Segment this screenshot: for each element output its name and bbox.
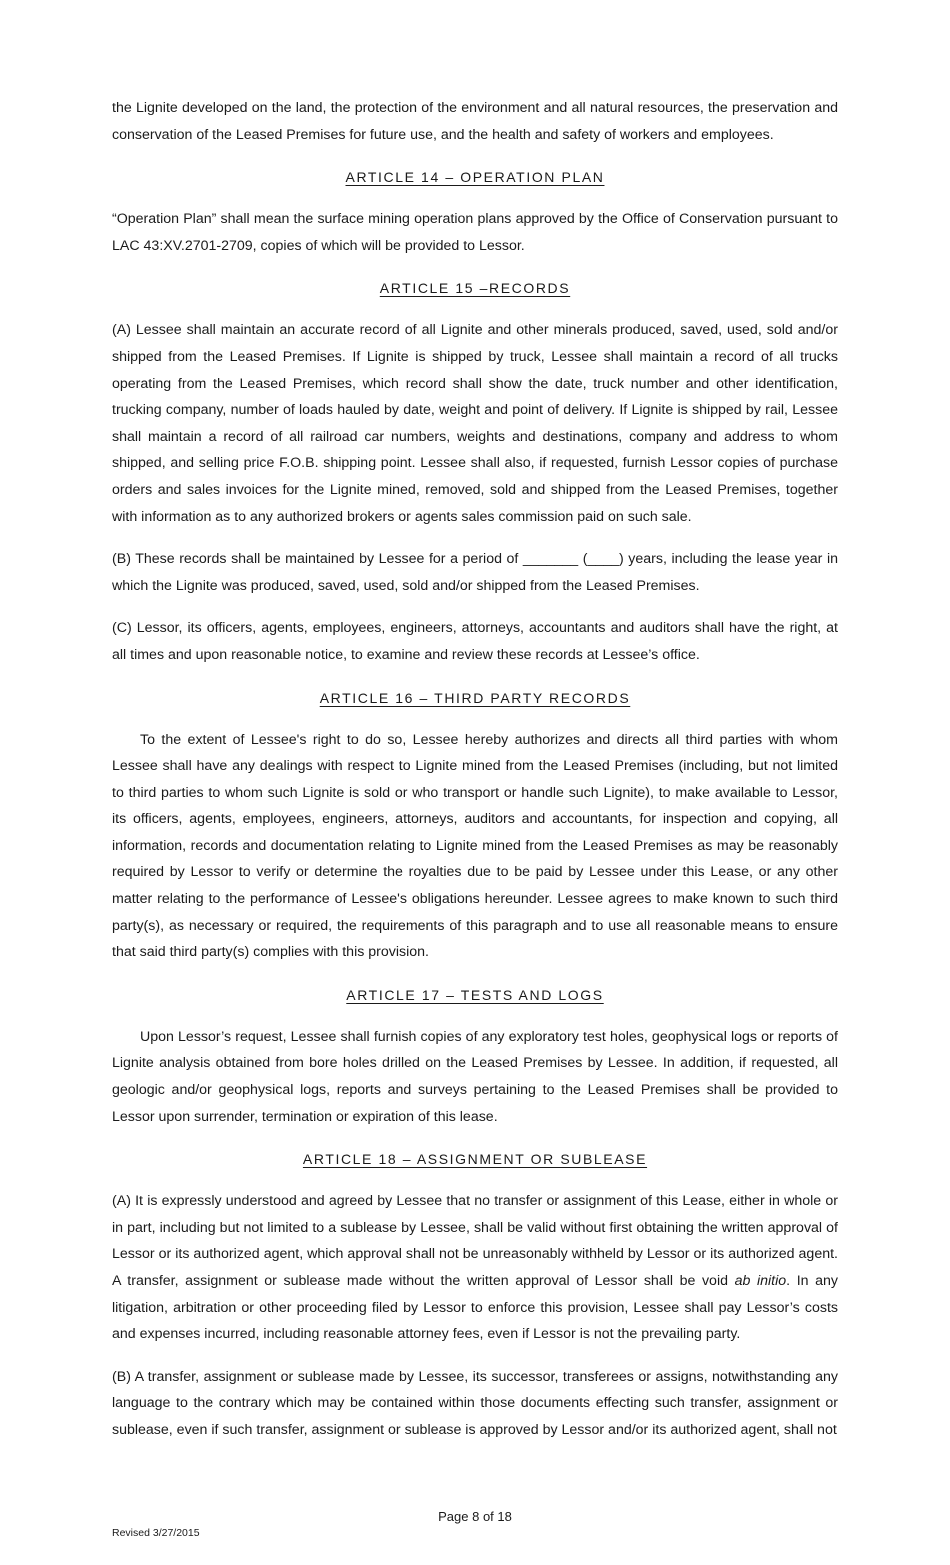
document-body <box>112 95 838 1460</box>
article-18-para-a: (A) It is expressly understood and agreed by Lessee that no transfer or assignment of this Lease, either in whole or in part, including but not limited to a sublease by Lessee, shall be valid without first obtaining the written approval of Lessor or its authorized agent, which approval shall not be unreasonably withheld by Lessor or its authorized agent. A transfer, assignment or sublease made without the written approval of Lessor shall be void ab initio. In any litigation, arbitration or other proceeding filed by Lessor to enforce this provision, Lessee shall pay Lessor’s costs and expenses incurred, including reasonable attorney fees, even if Lessor is not the prevailing party. <box>112 1193 838 1343</box>
article-15-para-a: (A) Lessee shall maintain an accurate record of all Lignite and other minerals produced, saved, used, sold and/or shipped from the Leased Premises. If Lignite is shipped by truck, Lessee shall maintain a record of all trucks operating from the Leased Premises, which record shall show the date, truck number and other identification, trucking company, number of loads hauled by date, weight and point of delivery. If Lignite is shipped by rail, Lessee shall maintain a record of all railroad car numbers, weights and destinations, company and address to whom shipped, and selling price F.O.B. shipping point. Lessee shall also, if requested, furnish Lessor copies of purchase orders and sales invoices for the Lignite mined, removed, sold and shipped from the Leased Premises, together with information as to any authorized brokers or agents sales commission paid on such sale. <box>112 322 838 525</box>
italic-term: ab initio <box>734 1273 787 1289</box>
article-15-heading: ARTICLE 15 –RECORDS <box>379 280 571 297</box>
page-number: Page 8 of 18 <box>438 1509 512 1524</box>
article-16-heading: ARTICLE 16 – THIRD PARTY RECORDS <box>319 689 631 706</box>
article-18-heading: ARTICLE 18 – ASSIGNMENT OR SUBLEASE <box>302 1151 648 1168</box>
article-14-text: “Operation Plan” shall mean the surface mining operation plans approved by the Office of Conservation pursuant to LAC 43:XV.2701-2709, copies of which will be provided to Lessor. <box>112 211 838 254</box>
article-15-para-b: (B) These records shall be maintained by Lessee for a period of _______ (____) years, including the lease year in which the Lignite was produced, saved, used, sold and/or shipped from the Leased Premises. <box>112 551 838 594</box>
article-17-heading: ARTICLE 17 – TESTS AND LOGS <box>346 986 604 1003</box>
article-15-para-c: (C) Lessor, its officers, agents, employees, engineers, attorneys, accountants and auditors shall have the right, at all times and upon reasonable notice, to examine and review these records at Lessee’s office. <box>112 620 838 663</box>
article-14-heading: ARTICLE 14 – OPERATION PLAN <box>345 169 605 186</box>
article-18-para-b: (B) A transfer, assignment or sublease made by Lessee, its successor, transferees or assigns, notwithstanding any language to the contrary which may be contained within those documents effecting such transfer, assignment or sublease, even if such transfer, assignment or sublease is approved by Lessor and/or its authorized agent, shall not <box>112 1368 838 1438</box>
article-17-text: Upon Lessor’s request, Lessee shall furnish copies of any exploratory test holes, geophysical logs or reports of Lignite analysis obtained from bore holes drilled on the Leased Premises by Lessee. In addition, if requested, all geologic and/or geophysical logs, reports and surveys pertaining to the Leased Premises shall be provided to Lessor upon surrender, termination or expiration of this lease. <box>112 1028 838 1125</box>
revision-date: Revised 3/27/2015 <box>112 1527 200 1539</box>
article-16-text: To the extent of Lessee's right to do so, Lessee hereby authorizes and directs all third parties with whom Lessee shall have any dealings with respect to Lignite mined from the Leased Premises (including, but not limited to third parties to whom such Lignite is sold or who transport or handle such Lignite), to make available to Lessor, its officers, agents, employees, engineers, attorneys, auditors and accountants, for inspection and copying, all information, records and documentation relating to Lignite mined from the Leased Premises as may be reasonably required by Lessor to verify or determine the royalties due to be paid by Lessee under this Lease, or any other matter relating to the performance of Lessee's obligations hereunder. Lessee agrees to make known to such third party(s), as necessary or required, the requirements of this paragraph and to use all reasonable means to ensure that said third party(s) complies with this provision. <box>112 731 838 961</box>
intro-paragraph: the Lignite developed on the land, the protection of the environment and all natural resources, the preservation and conservation of the Leased Premises for future use, and the health and safety of workers and employees. <box>112 100 838 143</box>
